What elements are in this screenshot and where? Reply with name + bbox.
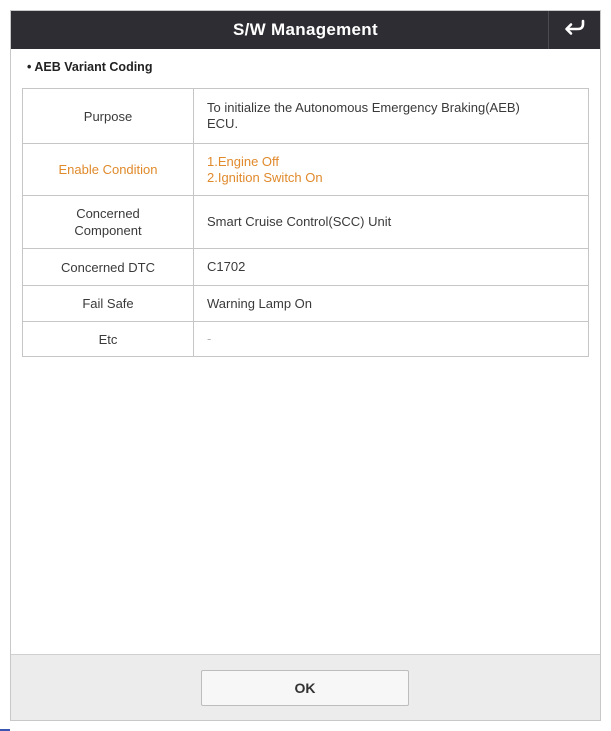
row-value-etc: - — [194, 322, 589, 357]
row-value-fail-safe: Warning Lamp On — [194, 286, 589, 322]
row-label-etc: Etc — [23, 322, 194, 357]
sw-management-window — [10, 10, 601, 721]
label-line: Concerned — [76, 206, 140, 221]
dialog-footer — [11, 654, 600, 720]
row-value-concerned-component: Smart Cruise Control(SCC) Unit — [194, 196, 589, 249]
value-line: To initialize the Autonomous Emergency Braking(AEB) — [207, 100, 520, 115]
row-label-concerned-component — [23, 196, 194, 249]
table-row-concerned-dtc — [23, 249, 589, 286]
window-title: S/W Management — [233, 20, 378, 39]
title-bar — [11, 11, 600, 49]
table-row-concerned-component — [23, 196, 589, 249]
row-value-purpose — [194, 89, 589, 144]
value-line: ECU. — [207, 116, 239, 131]
table-row-etc — [23, 322, 589, 357]
table-row-enable-condition — [23, 144, 589, 196]
return-arrow-icon — [564, 19, 586, 42]
coding-info-table — [22, 88, 589, 357]
row-label-fail-safe: Fail Safe — [23, 286, 194, 322]
row-label-concerned-dtc: Concerned DTC — [23, 249, 194, 286]
row-value-enable-condition — [194, 144, 589, 196]
value-line: 1.Engine Off — [207, 153, 280, 169]
section-heading: • AEB Variant Coding — [27, 60, 153, 74]
value-line: 2.Ignition Switch On — [207, 169, 323, 185]
row-label-purpose: Purpose — [23, 89, 194, 144]
ok-button[interactable]: OK — [201, 670, 409, 706]
back-button[interactable] — [548, 11, 600, 49]
table-row-purpose — [23, 89, 589, 144]
label-line: Component — [74, 223, 142, 238]
row-value-concerned-dtc: C1702 — [194, 249, 589, 286]
table-row-fail-safe — [23, 286, 589, 322]
row-label-enable-condition: Enable Condition — [23, 144, 194, 196]
